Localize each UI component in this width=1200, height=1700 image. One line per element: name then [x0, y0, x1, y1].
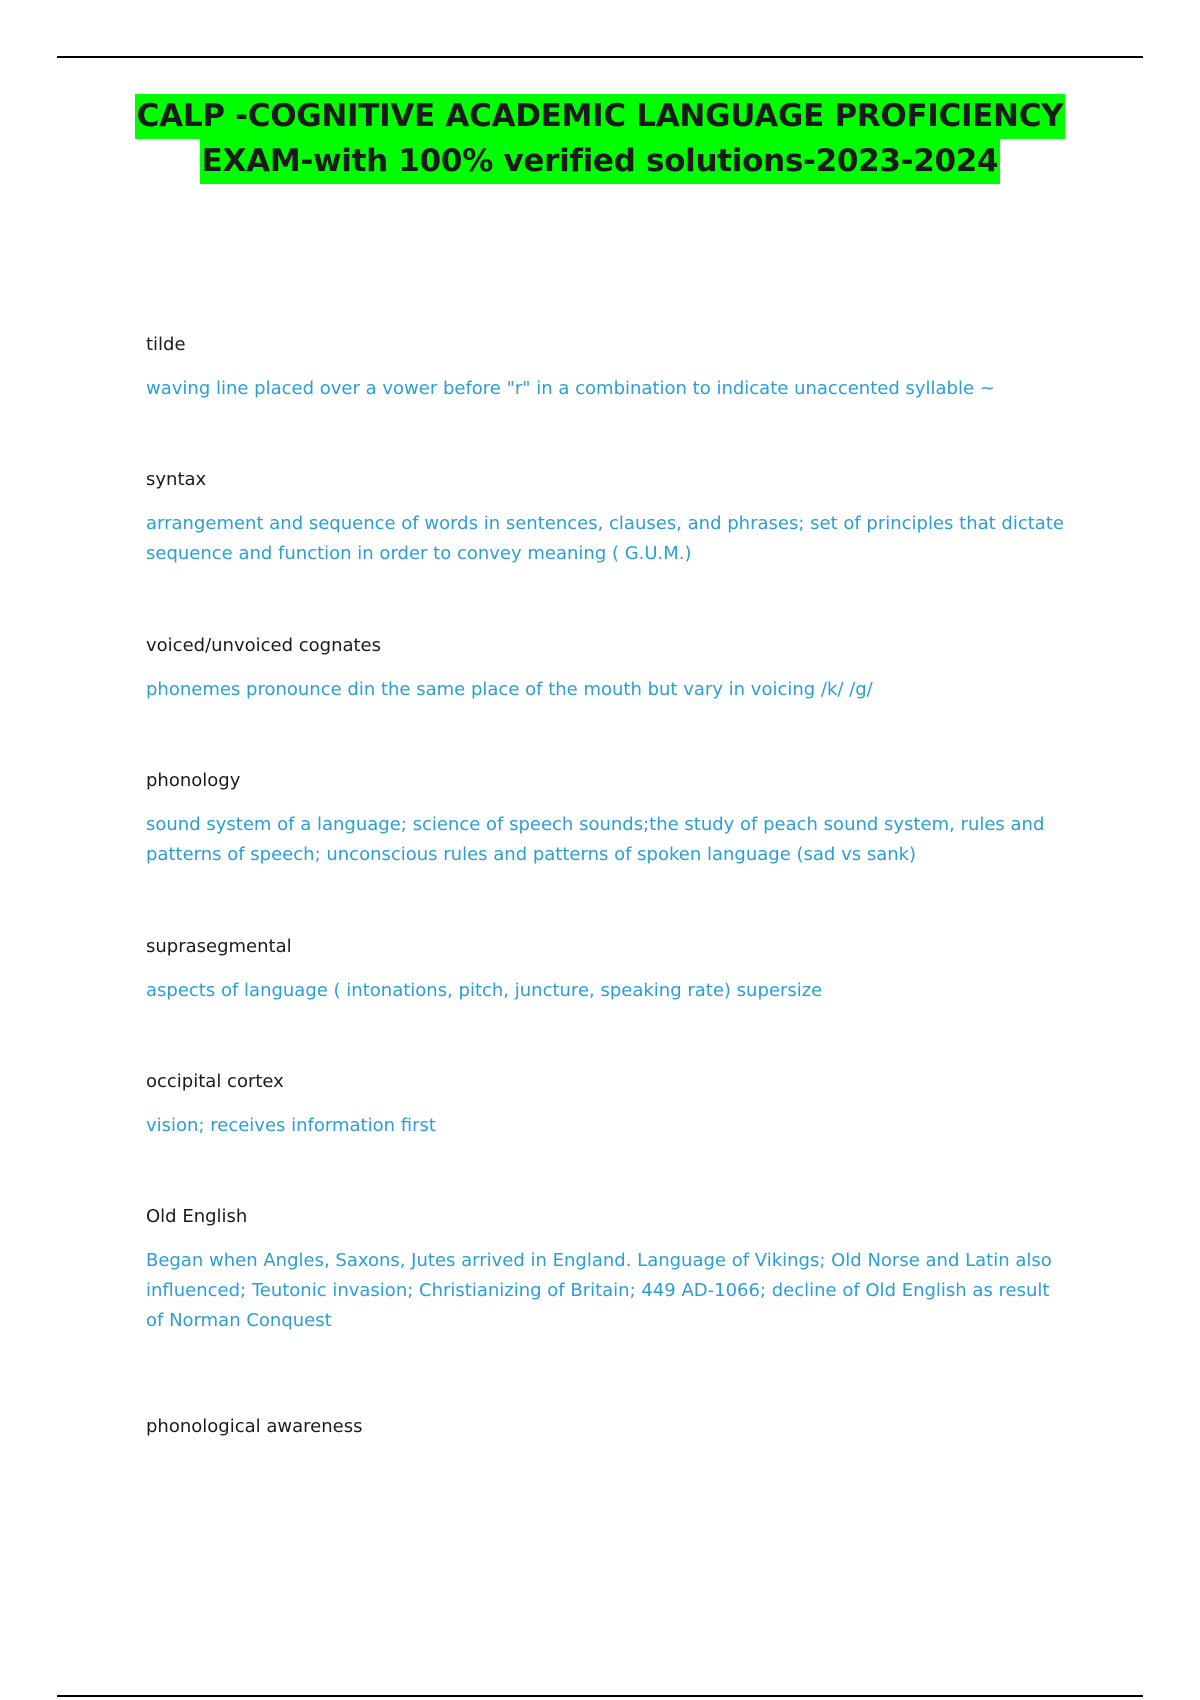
- bottom-rule: [57, 1695, 1143, 1697]
- term: occipital cortex: [146, 1071, 284, 1092]
- term: suprasegmental: [146, 936, 292, 957]
- entry-tilde: [146, 330, 995, 404]
- definition: vision; receives information first: [146, 1115, 436, 1136]
- definition: arrangement and sequence of words in sentences, clauses, and phrases; set of principles that dictate sequence and function in order to convey meaning ( G.U.M.): [146, 513, 1064, 564]
- term: tilde: [146, 334, 186, 355]
- top-rule: [57, 56, 1143, 58]
- definition: Began when Angles, Saxons, Jutes arrived in England. Language of Vikings; Old Norse and Latin also influenced; Teutonic invasion; Christianizing of Britain; 449 AD-1066; decline of Old English as result of Norman Conquest: [146, 1250, 1052, 1331]
- term: Old English: [146, 1206, 248, 1227]
- entry-old-english: [146, 1202, 1066, 1336]
- entry-phonological-awareness: [146, 1412, 362, 1442]
- definition: sound system of a language; science of speech sounds;the study of peach sound system, rules and patterns of speech; unconscious rules and patterns of spoken language (sad vs sank): [146, 814, 1045, 865]
- definition: waving line placed over a vower before "r" in a combination to indicate unaccented syllable ~: [146, 378, 995, 399]
- title-line-1: CALP -COGNITIVE ACADEMIC LANGUAGE PROFICIENCY: [135, 94, 1066, 139]
- term: phonology: [146, 770, 241, 791]
- entry-phonology: [146, 766, 1066, 870]
- title-line-2: EXAM-with 100% verified solutions-2023-2024: [200, 139, 1001, 184]
- entry-suprasegmental: [146, 932, 822, 1006]
- document-title: [0, 94, 1200, 184]
- entry-voiced-unvoiced-cognates: [146, 631, 873, 705]
- term: voiced/unvoiced cognates: [146, 635, 382, 656]
- entry-occipital-cortex: [146, 1067, 436, 1141]
- definition: aspects of language ( intonations, pitch, juncture, speaking rate) supersize: [146, 980, 823, 1001]
- entry-syntax: [146, 465, 1066, 569]
- term: syntax: [146, 469, 207, 490]
- definition: phonemes pronounce din the same place of the mouth but vary in voicing /k/ /g/: [146, 679, 873, 700]
- term: phonological awareness: [146, 1416, 363, 1437]
